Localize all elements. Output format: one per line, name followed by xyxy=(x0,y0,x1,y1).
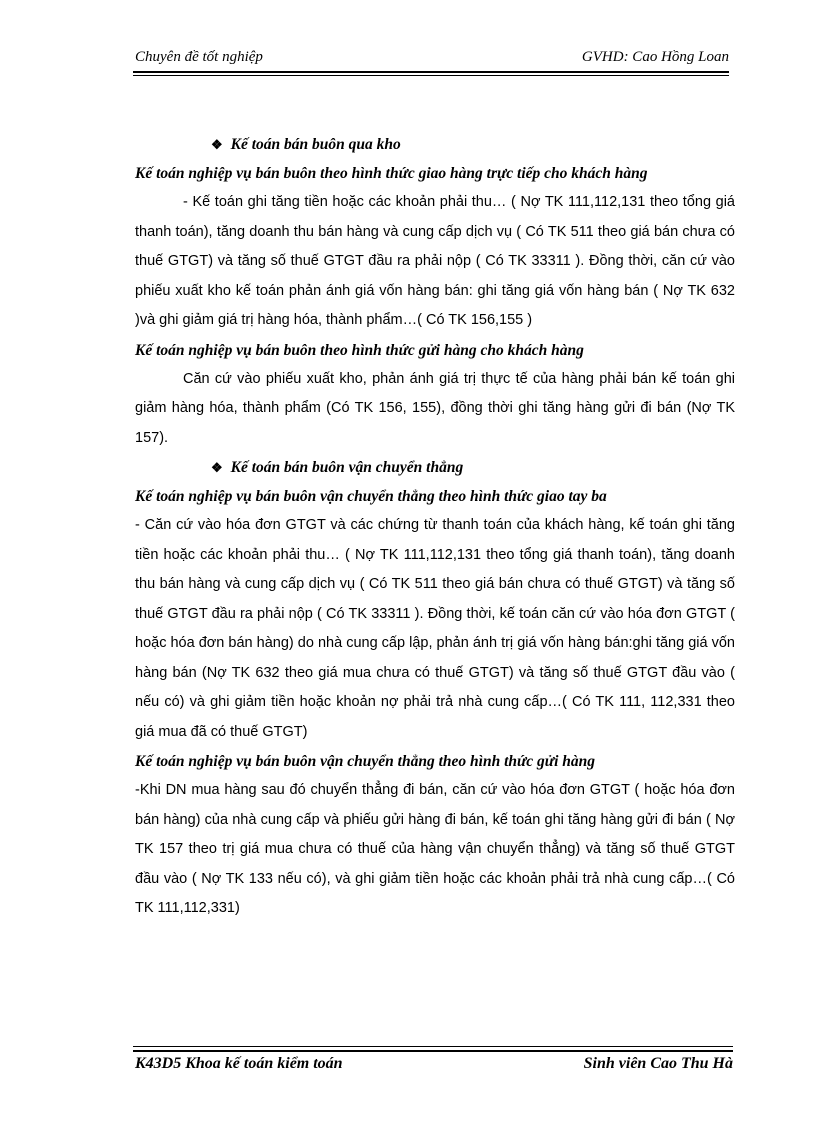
header-supervisor: GVHD: Cao Hồng Loan xyxy=(581,49,729,65)
header-rule xyxy=(133,71,729,73)
subsection-heading: Kế toán nghiệp vụ bán buôn theo hình thức giao hàng trực tiếp cho khách hàng xyxy=(135,165,648,182)
page-footer xyxy=(135,1055,733,1079)
footer-student: Sinh viên Cao Thu Hà xyxy=(583,1055,733,1072)
section-heading: ❖ Kế toán bán buôn qua kho xyxy=(211,136,401,153)
header-title: Chuyên đề tốt nghiệp xyxy=(135,49,263,65)
header-rule-thin xyxy=(133,75,729,76)
page-body xyxy=(135,130,735,924)
footer-class: K43D5 Khoa kế toán kiểm toán xyxy=(135,1055,343,1072)
diamond-bullet-icon: ❖ xyxy=(211,137,223,152)
subsection-heading: Kế toán nghiệp vụ bán buôn theo hình thức gửi hàng cho khách hàng xyxy=(135,341,584,359)
paragraph: -Khi DN mua hàng sau đó chuyển thẳng đi bán, căn cứ vào hóa đơn GTGT ( hoặc hóa đơn bán hàng) của nhà cung cấp và phiếu gửi hàng đi bán, kế toán ghi tăng hàng gửi đi bán ( Nợ TK 157 theo trị giá mua chưa có thuế của hàng vận chuyển thẳng) và tăng số thuế GTGT đầu vào ( Nợ TK 133 nếu có), và ghi giảm tiền hoặc các khoản phải trả nhà cung cấp…( Có TK 111,112,331) xyxy=(135,782,735,916)
paragraph: Căn cứ vào phiếu xuất kho, phản ánh giá trị thực tế của hàng phải bán kế toán ghi giảm hàng hóa, thành phẩm (Có TK 156, 155), đồng thời ghi tăng hàng gửi đi bán (Nợ TK 157). xyxy=(135,370,735,446)
footer-rule xyxy=(133,1050,733,1052)
section-heading: ❖ Kế toán bán buôn vận chuyển thẳng xyxy=(211,459,464,476)
subsection-heading: Kế toán nghiệp vụ bán buôn vận chuyển thẳng theo hình thức gửi hàng xyxy=(135,753,596,770)
diamond-bullet-icon: ❖ xyxy=(211,460,223,475)
paragraph: - Kế toán ghi tăng tiền hoặc các khoản phải thu… ( Nợ TK 111,112,131 theo tổng giá thanh toán), tăng doanh thu bán hàng và cung cấp dịch vụ ( Có TK 511 theo giá bán chưa có thuế GTGT) và tăng số thuế GTGT đầu ra phải nộp ( Có TK 33311 ). Đồng thời, căn cứ vào phiếu xuất kho kế toán phản ánh giá vốn hàng bán: ghi tăng giá vốn hàng bán ( Nợ TK 632 )và ghi giảm giá trị hàng hóa, thành phẩm…( Có TK 156,155 ) xyxy=(135,194,735,328)
subsection-heading: Kế toán nghiệp vụ bán buôn vận chuyển thẳng theo hình thức giao tay ba xyxy=(135,488,607,505)
paragraph: - Căn cứ vào hóa đơn GTGT và các chứng từ thanh toán của khách hàng, kế toán ghi tăng tiền hoặc các khoản phải thu… ( Nợ TK 111,112,131 theo tổng giá thanh toán), tăng doanh thu bán hàng và cung cấp dịch vụ ( Có TK 511 theo giá bán chưa có thuế GTGT) và tăng số thuế GTGT đầu ra phải nộp ( Có TK 33311 ). Đồng thời, kế toán căn cứ vào hóa đơn GTGT ( hoặc hóa đơn bán hàng) do nhà cung cấp lập, phản ánh trị giá vốn hàng bán:ghi tăng giá vốn hàng bán (Nợ TK 632 theo giá mua chưa có thuế GTGT) và tăng số thuế GTGT đầu vào ( nếu có) và ghi giảm tiền hoặc khoản nợ phải trả nhà cung cấp…( Có TK 111, 112,331 theo giá mua đã có thuế GTGT) xyxy=(135,517,735,740)
footer-rule-thin xyxy=(133,1046,733,1047)
page-header xyxy=(133,47,729,69)
